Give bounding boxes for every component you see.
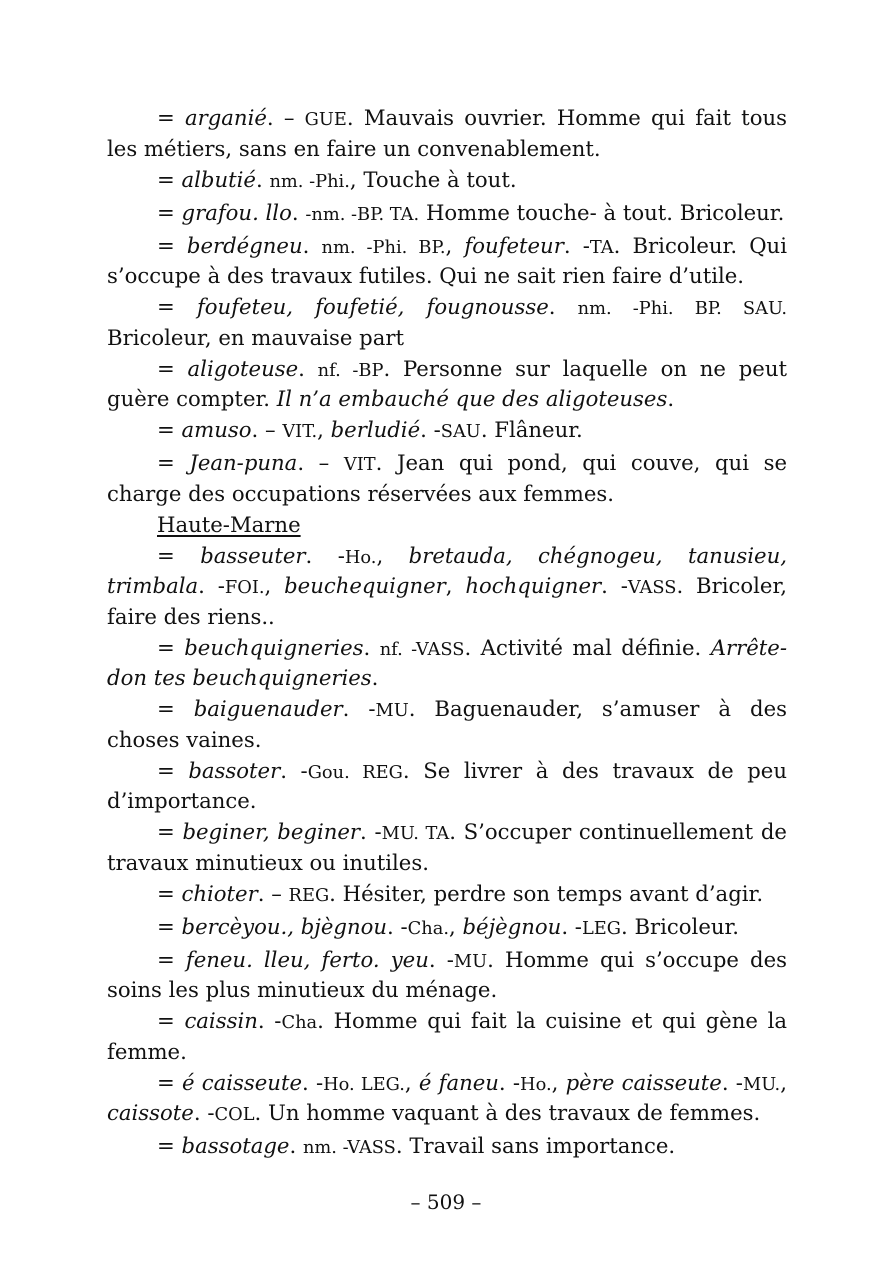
- dialect-term: hochquigner: [465, 573, 602, 598]
- entry-text: =: [157, 696, 194, 721]
- dictionary-entry: [107, 880, 787, 911]
- entry-text: .: [363, 634, 380, 660]
- entry-text: . S’occuper continuellement de travaux minutieux ou inutiles.: [107, 819, 787, 875]
- grammar-locale-abbrev: Ho. LEG.: [323, 1073, 405, 1095]
- grammar-locale-abbrev: MU: [375, 700, 409, 721]
- entry-text: =: [157, 294, 197, 319]
- entry-text: . Bricoler, faire des riens..: [107, 573, 787, 629]
- dialect-term: baiguenauder: [193, 696, 343, 721]
- grammar-locale-abbrev: GUE: [304, 109, 347, 130]
- dialect-term: arganié: [184, 105, 267, 130]
- dictionary-entry: [107, 166, 787, 197]
- entry-text: =: [157, 199, 182, 225]
- grammar-locale-abbrev: nm. -VASS: [302, 1137, 396, 1158]
- grammar-locale-abbrev: FOI.: [224, 577, 265, 598]
- entry-text: . Bricoleur.: [620, 913, 740, 939]
- region-heading: Haute-Marne: [157, 511, 301, 537]
- entry-text: ,: [264, 573, 285, 598]
- grammar-locale-abbrev: -nm. -BP. TA.: [305, 203, 420, 225]
- dialect-term: père caisseute: [565, 1069, 722, 1095]
- dialect-term: Jean-puna: [189, 450, 298, 475]
- grammar-locale-abbrev: TA: [589, 236, 614, 258]
- grammar-locale-abbrev: nm. -Phi. BP. SAU.: [577, 298, 787, 319]
- entry-text: Bricoleur, en mauvaise part: [107, 324, 404, 350]
- dictionary-entry: [107, 416, 787, 447]
- entry-text: . -: [305, 542, 345, 568]
- dialect-term: beuchquigneries: [184, 634, 364, 660]
- entry-text: ,: [780, 1069, 787, 1095]
- dialect-term: basseuter: [200, 542, 306, 568]
- dialect-term: albutié: [181, 166, 256, 192]
- dictionary-entry: [107, 1132, 787, 1163]
- dialect-term: bassotage: [181, 1133, 290, 1158]
- dictionary-entry: [107, 355, 787, 414]
- entry-text: . Homme qui fait la cuisine et qui gène la femme.: [107, 1008, 787, 1064]
- grammar-locale-abbrev: Cha.: [407, 917, 449, 939]
- entry-text: . -: [721, 1069, 743, 1095]
- entry-text: =: [157, 105, 185, 130]
- entry-text: ,: [449, 913, 463, 939]
- dialect-term: grafou. llo: [181, 199, 292, 225]
- entry-text: ,: [445, 573, 466, 598]
- dictionary-entry: [107, 757, 787, 816]
- dictionary-entry: [107, 104, 787, 163]
- dialect-term: caissin: [184, 1008, 258, 1033]
- dictionary-entry: [107, 293, 787, 352]
- dialect-term: caissote: [107, 1100, 194, 1125]
- grammar-locale-abbrev: nf. -VASS: [379, 638, 465, 660]
- entry-text: =: [157, 232, 187, 258]
- dialect-term: feneu. lleu, ferto. yeu: [185, 946, 429, 972]
- dialect-term: foufeteur: [464, 232, 564, 258]
- entry-text: , Touche à tout.: [349, 166, 517, 192]
- grammar-locale-abbrev: MU: [453, 950, 488, 972]
- dictionary-page-body: [107, 104, 787, 1165]
- entry-text: =: [157, 880, 182, 906]
- entry-text: =: [157, 355, 188, 381]
- dictionary-entry: [107, 449, 787, 508]
- entry-text: =: [157, 913, 182, 939]
- grammar-locale-abbrev: VASS: [627, 577, 677, 598]
- dialect-term: amuso: [181, 417, 252, 442]
- entry-text: . –: [251, 417, 283, 442]
- entry-text: . Mauvais ouvrier. Homme qui fait tous les métiers, sans en faire un convenablement.: [107, 105, 787, 161]
- dictionary-entry: [107, 1007, 787, 1066]
- dictionary-entry: [107, 913, 787, 944]
- grammar-locale-abbrev: COL: [214, 1104, 255, 1125]
- entry-text: . -: [257, 1008, 282, 1033]
- dialect-term: é faneu: [418, 1069, 499, 1095]
- entry-text: .: [298, 355, 318, 381]
- entry-text: . Bricoleur. Qui s’occupe à des travaux futiles. Qui ne sait rien faire d’utile.: [107, 232, 787, 288]
- entry-text: Homme touche- à tout. Bricoleur.: [419, 199, 785, 225]
- entry-text: .: [291, 199, 306, 225]
- dictionary-entry: [107, 232, 787, 291]
- entry-text: =: [157, 946, 186, 972]
- entry-text: . -: [420, 417, 441, 442]
- entry-text: . -: [387, 913, 408, 939]
- entry-text: =: [157, 757, 189, 783]
- entry-text: .: [548, 294, 578, 319]
- entry-text: ,: [404, 1069, 419, 1095]
- entry-text: =: [157, 1133, 182, 1158]
- dialect-term: é caisseute: [181, 1069, 302, 1095]
- dictionary-entry: [107, 634, 787, 693]
- entry-text: ,: [445, 232, 465, 258]
- entry-text: . Jean qui pond, qui couve, qui se charge des occupations réservées aux femmes.: [107, 450, 787, 506]
- grammar-locale-abbrev: REG: [288, 884, 330, 906]
- entry-text: .: [255, 166, 270, 192]
- grammar-locale-abbrev: Cha: [281, 1012, 318, 1033]
- entry-text: . –: [257, 880, 289, 906]
- grammar-locale-abbrev: MU. TA: [381, 823, 450, 844]
- dialect-term: bretauda, chégnogeu, tanusieu, trimbala: [107, 542, 787, 598]
- entry-text: ,: [317, 417, 331, 442]
- grammar-locale-abbrev: nm. -Phi.: [269, 170, 350, 192]
- entry-text: . Se livrer à des travaux de peu d’importance.: [107, 757, 787, 813]
- entry-text: =: [157, 1008, 185, 1033]
- grammar-locale-abbrev: SAU: [440, 421, 481, 442]
- dialect-term: bercèyou., bjègnou: [181, 913, 387, 939]
- dialect-term: berdégneu: [186, 232, 303, 258]
- entry-text: =: [157, 1069, 182, 1095]
- entry-text: . -: [498, 1069, 521, 1095]
- dialect-term: foufeteu, foufetié, fougnousse: [196, 294, 549, 319]
- entry-text: . -: [360, 819, 382, 844]
- dictionary-entry: [107, 818, 787, 877]
- dictionary-entry: [107, 695, 787, 754]
- dialect-term: Il n’a embauché que des aligoteuses: [276, 386, 668, 411]
- entry-text: . -: [193, 1100, 215, 1125]
- entry-text: . -: [563, 232, 590, 258]
- entry-text: . Hésiter, perdre son temps avant d’agir.: [329, 880, 764, 906]
- section-heading: [107, 511, 787, 540]
- dictionary-entry: [107, 946, 787, 1005]
- dialect-term: berludié: [330, 417, 421, 442]
- entry-text: .: [289, 1133, 303, 1158]
- entry-text: . -: [561, 913, 582, 939]
- dialect-term: chioter: [181, 880, 258, 906]
- dialect-term: Arrête-don tes beuchquigneries: [107, 634, 787, 690]
- entry-text: =: [157, 450, 190, 475]
- dictionary-entry: [107, 199, 787, 230]
- grammar-locale-abbrev: MU.: [742, 1073, 781, 1095]
- entry-text: =: [157, 417, 182, 442]
- grammar-locale-abbrev: nf. -BP: [317, 359, 384, 381]
- dialect-term: beginer, beginer: [182, 819, 361, 844]
- entry-text: . –: [266, 105, 305, 130]
- entry-text: . -: [302, 1069, 324, 1095]
- entry-text: . -: [428, 946, 454, 972]
- entry-text: ,: [376, 542, 409, 568]
- entry-text: . Travail sans importance.: [395, 1133, 676, 1158]
- entry-text: . Activité mal définie.: [464, 634, 711, 660]
- entry-text: .: [371, 665, 379, 690]
- page-number: – 509 –: [410, 1190, 482, 1214]
- grammar-locale-abbrev: LEG: [581, 917, 621, 939]
- entry-text: .: [302, 232, 322, 258]
- entry-text: . Personne sur laquelle on ne peut guère compter.: [107, 355, 787, 411]
- grammar-locale-abbrev: nm. -Phi. BP.: [321, 236, 446, 258]
- entry-text: =: [157, 166, 182, 192]
- dialect-term: béjègnou: [462, 913, 562, 939]
- dialect-term: aligoteuse: [187, 355, 299, 381]
- entry-text: =: [157, 819, 183, 844]
- entry-text: . Baguenauder, s’amuser à des choses vaines.: [107, 696, 787, 752]
- entry-text: . -: [601, 573, 628, 598]
- grammar-locale-abbrev: VIT: [343, 454, 376, 475]
- grammar-locale-abbrev: Gou. REG: [307, 761, 403, 783]
- entry-text: .: [667, 386, 675, 411]
- entry-text: =: [157, 634, 185, 660]
- entry-text: . Un homme vaquant à des travaux de femmes.: [254, 1100, 761, 1125]
- dictionary-entry: [107, 1069, 787, 1130]
- entry-text: . –: [297, 450, 344, 475]
- entry-text: . -: [342, 696, 376, 721]
- dictionary-entry: [107, 542, 787, 632]
- entry-text: ,: [551, 1069, 566, 1095]
- entry-text: =: [157, 542, 201, 568]
- entry-text: . -: [280, 757, 308, 783]
- grammar-locale-abbrev: VIT.: [282, 421, 318, 442]
- entry-text: . Flâneur.: [480, 417, 583, 442]
- grammar-locale-abbrev: Ho.: [344, 546, 377, 568]
- entry-text: . Homme qui s’occupe des soins les plus minutieux du ménage.: [107, 946, 787, 1002]
- dialect-term: beuchequigner: [284, 573, 446, 598]
- entry-text: . -: [198, 573, 225, 598]
- dialect-term: bassoter: [188, 757, 281, 783]
- grammar-locale-abbrev: Ho.: [520, 1073, 552, 1095]
